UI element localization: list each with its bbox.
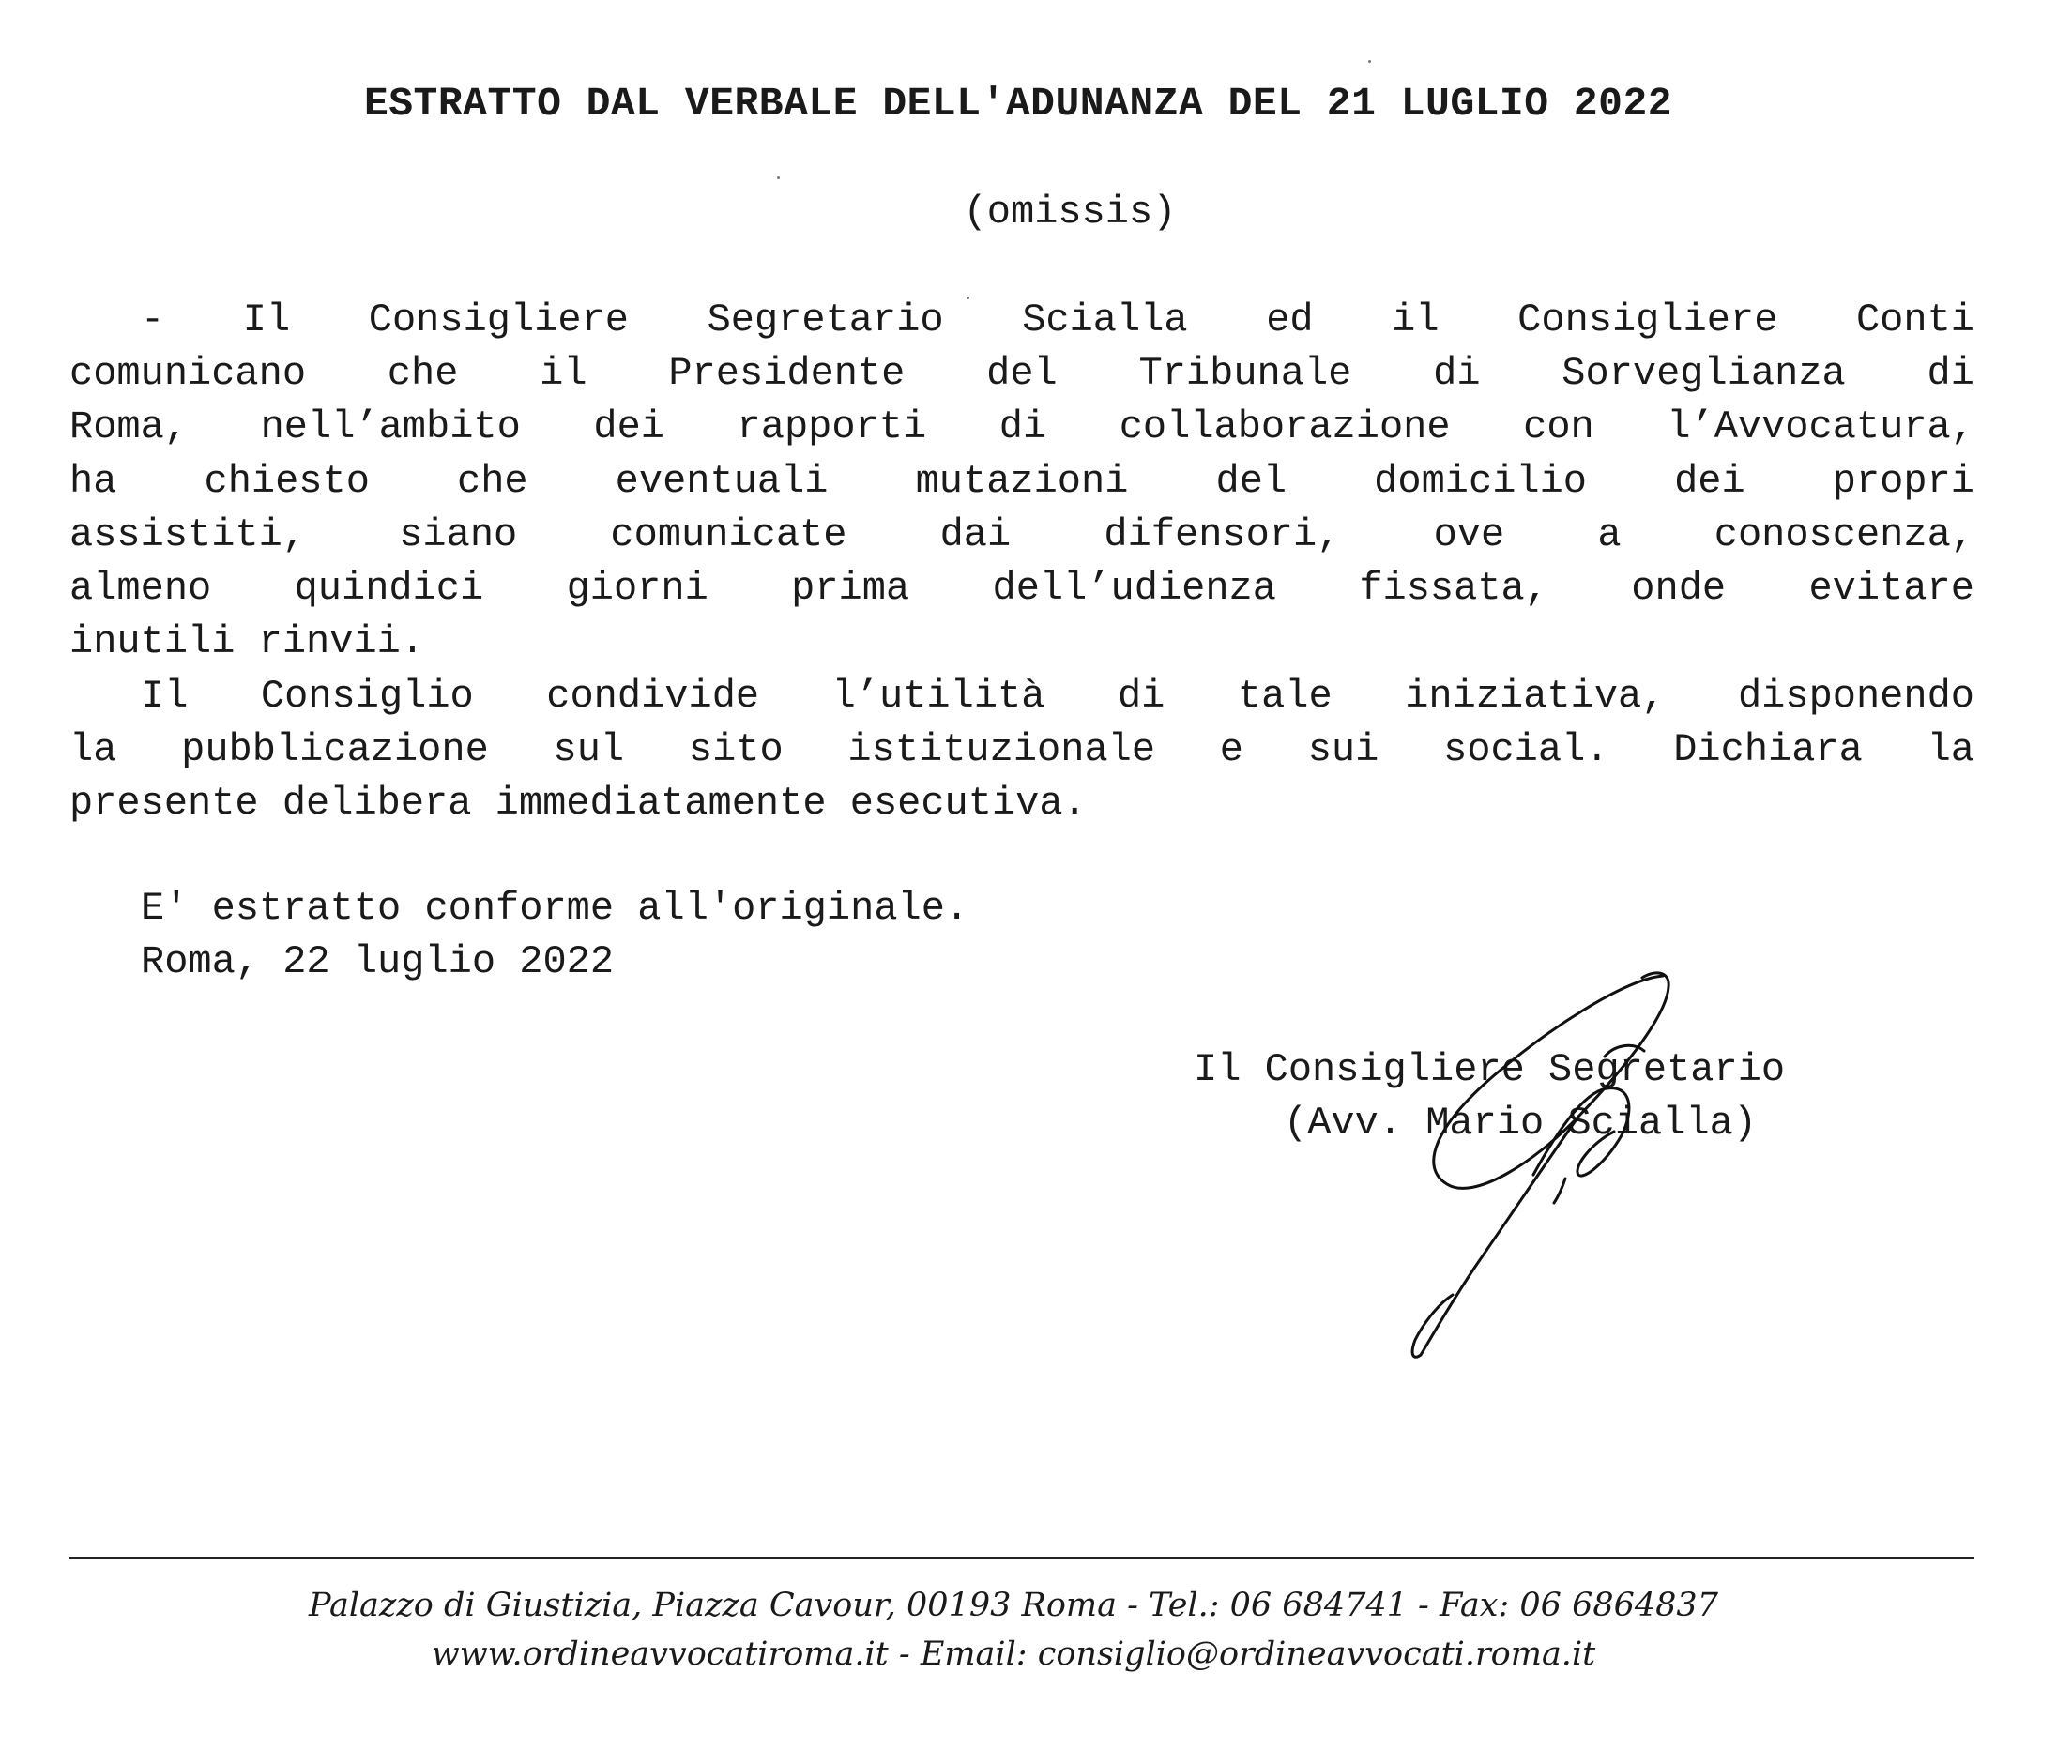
scan-speck [967,297,969,299]
scan-speck [1368,60,1371,63]
omissis-note: (omissis) [963,190,1177,235]
word: dei [1674,458,1745,504]
word: e [1219,727,1243,773]
word: il [1392,297,1440,342]
word: Consigliere [1517,297,1778,342]
word: del [1215,458,1287,504]
word: tale [1237,674,1333,719]
word: iniziativa, [1405,674,1666,719]
handwritten-signature [1333,966,1727,1370]
word: collaborazione [1119,404,1451,450]
word: ha [69,458,117,504]
signatory-name: (Avv. Mario Scialla) [1284,1101,1758,1146]
word: il [540,351,587,397]
word: mutazioni [915,458,1129,504]
word: comunicano [69,351,307,397]
word: del [986,351,1058,397]
word: l’utilità [831,674,1045,719]
word: con [1523,404,1594,450]
word: di [1927,351,1974,397]
scan-speck [777,176,780,179]
footer-contacts: www.ordineavvocatiroma.it - Email: consiglio@ordineavvocati.roma.it [431,1635,1596,1673]
word: dell’udienza [992,566,1276,611]
word: dai [939,511,1012,557]
word: ed [1266,297,1314,342]
text-line [69,562,1974,616]
word: almeno [69,566,212,611]
word: chiesto [204,458,370,504]
word: di [998,404,1047,450]
text-line [141,294,1974,347]
word: dei [593,404,664,450]
text-line [69,509,1974,562]
word: la [1927,727,1974,773]
word: pubblicazione [181,727,489,773]
word: Conti [1855,297,1974,342]
word: che [456,458,528,504]
footer-address: Palazzo di Giustizia, Piazza Cavour, 00193 Roma - Tel.: 06 684741 - Fax: 06 6864837 [309,1587,1718,1624]
word: condivide [546,674,760,719]
word: rapporti [737,404,927,450]
conformity-statement: E' estratto conforme all'originale. [141,886,969,931]
word: Dichiara [1673,727,1863,773]
word: siano [399,511,518,557]
word: a [1597,511,1622,557]
word: Presidente [668,351,906,397]
word: sui [1307,727,1379,773]
word: quindici [294,566,484,611]
word: assistiti, [69,511,307,557]
word: comunicate [610,511,847,557]
word: giorni [566,566,708,611]
word: evitare [1808,566,1974,611]
word: inutili rinvii. [69,619,425,665]
word: domicilio [1374,458,1588,504]
word: di [1433,351,1481,397]
word: presente delibera immediatamente esecutiva. [69,781,1087,827]
text-line [141,670,1974,723]
word: nell’ambito [260,404,521,450]
word: social. [1443,727,1609,773]
word: - [141,297,165,342]
word: istituzionale [847,727,1156,773]
document-title: ESTRATTO DAL VERBALE DELL'ADUNANZA DEL 21 LUGLIO 2022 [363,81,1673,127]
word: propri [1832,458,1974,504]
word: Tribunale [1138,351,1352,397]
word: che [387,351,459,397]
word: Roma, [69,404,189,450]
text-line [69,723,1974,777]
word: Il [141,674,189,719]
text-line [69,455,1974,509]
word: la [69,727,117,773]
word: prima [791,566,910,611]
text-line [69,347,1974,401]
word: sito [688,727,784,773]
word: fissata, [1359,566,1548,611]
word: Consiglio [260,674,474,719]
signatory-role: Il Consigliere Segretario [1194,1047,1786,1092]
text-line [69,616,1974,669]
word: conoscenza, [1714,511,1974,557]
word: Sorveglianza [1562,351,1846,397]
word: sul [553,727,625,773]
word: eventuali [615,458,829,504]
word: Consigliere [368,297,630,342]
word: Il [242,297,291,342]
word: onde [1631,566,1727,611]
footer-divider [69,1557,1974,1559]
word: Segretario [707,297,944,342]
word: difensori, [1104,511,1341,557]
text-line [69,777,1974,830]
word: disponendo [1737,674,1974,719]
place-and-date: Roma, 22 luglio 2022 [141,939,615,984]
text-line [69,401,1974,454]
word: Scialla [1022,297,1188,342]
word: l’Avvocatura, [1667,404,1974,450]
word: ove [1433,511,1505,557]
word: di [1117,674,1166,719]
